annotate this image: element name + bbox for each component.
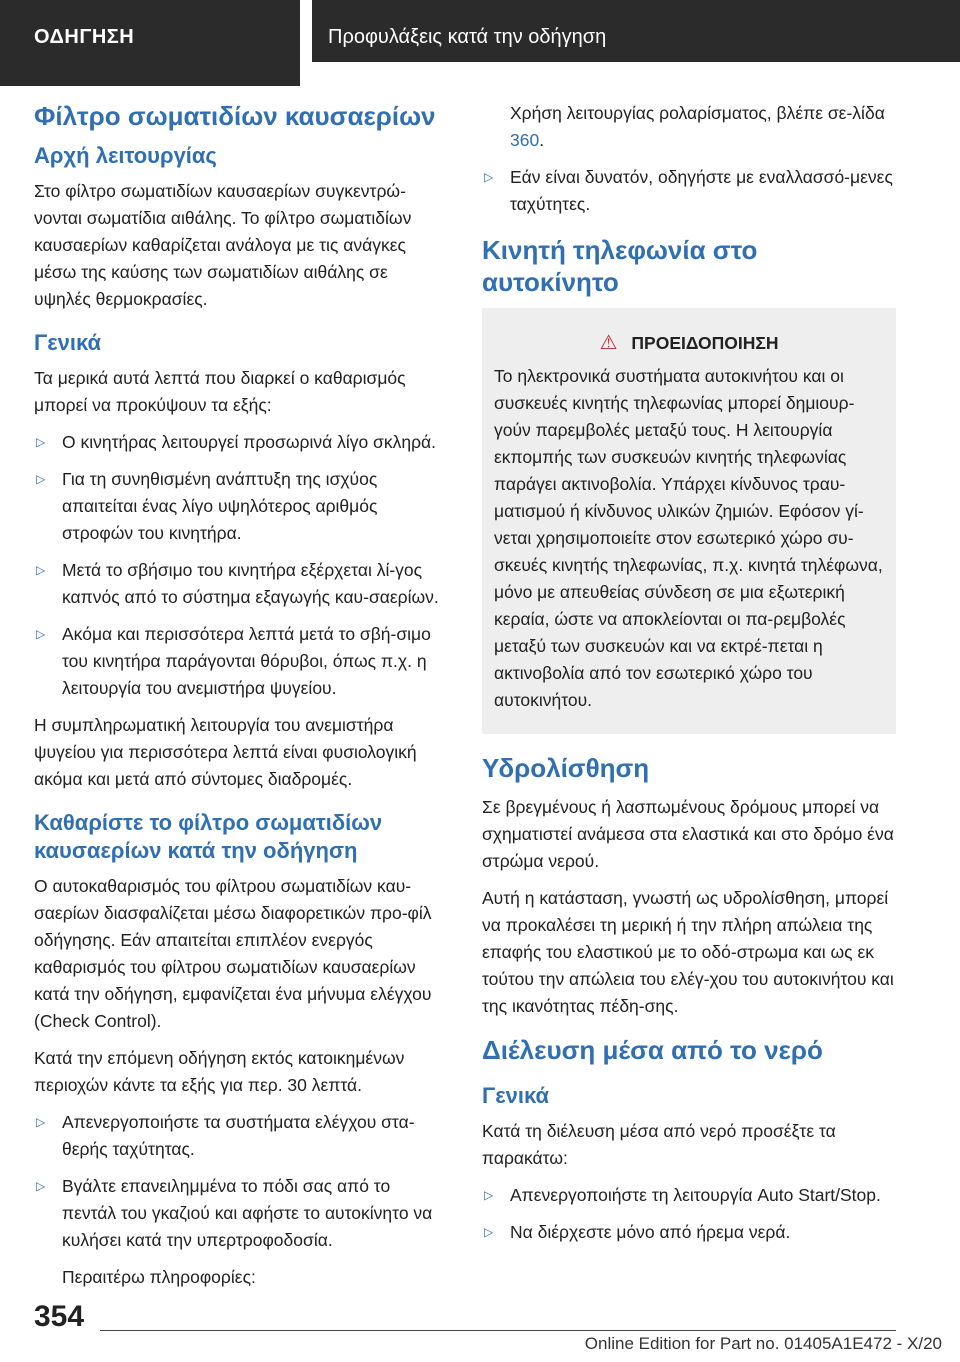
footer-divider [100, 1330, 896, 1331]
list-item: ▷ Ακόμα και περισσότερα λεπτά μετά το σβή-σιμο του κινητήρα παράγονται θόρυβοι, όπως π.χ. η λειτουργία του ανεμιστήρα ψυγείου. [34, 621, 448, 702]
chapter-tab [312, 0, 960, 62]
continuation-text: Χρήση λειτουργίας ρολαρίσματος, βλέπε σε-λίδα 360. [510, 103, 885, 150]
fan-text: Η συμπληρωματική λειτουργία του ανεμιστήρα ψυγείου για περισσότερα λεπτά είναι φυσιολογική ακόμα και μετά από σύντομες διαδρομές. [34, 715, 417, 789]
edition-text: Online Edition for Part no. 01405A1E472 - X/20 [584, 1334, 942, 1353]
effects-list [34, 429, 448, 702]
warning-triangle-icon: ⚠ [599, 332, 618, 354]
list-item: ▷ Απενεργοποιήστε τα συστήματα ελέγχου στα-θερής ταχύτητας. [34, 1109, 448, 1163]
warning-box [482, 308, 896, 734]
principle-text: Στο φίλτρο σωματιδίων καυσαερίων συγκεντρώ-νονται σωματίδια αιθάλης. Το φίλτρο σωματιδίων καυσαερίων καθαρίζεται ανάλογα με τις ανάγκες μέσω της καύσης των σωματιδίων αιθάλης σε υψηλές θερμοκρασίες. [34, 181, 412, 309]
phone-title: Κινητή τηλεφωνία στο αυτοκίνητο [482, 235, 758, 297]
more-info-text: Περαιτέρω πληροφορίες: [62, 1267, 256, 1287]
triangle-right-icon: ▷ [36, 435, 46, 449]
clean-steps-list [34, 1109, 448, 1254]
clean-text: Ο αυτοκαθαρισμός του φίλτρου σωματιδίων καυ-σαερίων διασφαλίζεται μέσω διαφορετικών προ-φίλ οδήγησης. Εάν απαιτείται επιπλέον ενεργός καθαρισμός του φίλτρου σωματιδίων καυσαερίων κατά την οδήγηση, εμφανίζεται ένα μήνυμα ελέγχου (Check Control). [34, 876, 432, 1031]
speed-list [482, 164, 896, 218]
triangle-right-icon: ▷ [36, 472, 46, 486]
chapter-tab-label: Προφυλάξεις κατά την οδήγηση [328, 26, 607, 48]
list-item: ▷ Μετά το σβήσιμο του κινητήρα εξέρχεται λί-γος καπνός από το σύστημα εξαγωγής καυ-σαερίων. [34, 557, 448, 611]
aquaplaning-text-2: Αυτή η κατάσταση, γνωστή ως υδρολίσθηση, μπορεί να προκαλέσει τη μερική ή την πλήρη απώλεια της επαφής του ελαστικού με το οδό-στρωμα και ως εκ τούτου την απώλεια του ελέγ-χου του αυτοκινήτου και της ικανότητας πέδη-σης. [482, 888, 894, 1016]
list-item: ▷ Να διέρχεστε μόνο από ήρεμα νερά. [482, 1219, 896, 1246]
principle-heading: Αρχή λειτουργίας [34, 143, 217, 168]
clean-heading: Καθαρίστε το φίλτρο σωματιδίων καυσαερίων κατά την οδήγηση [34, 810, 383, 863]
right-column [482, 100, 896, 1256]
water-list [482, 1182, 896, 1246]
next-drive-text: Κατά την επόμενη οδήγηση εκτός κατοικημένων περιοχών κάντε τα εξής για περ. 30 λεπτά. [34, 1048, 405, 1095]
triangle-right-icon: ▷ [36, 1179, 46, 1193]
warning-header: ⚠ ΠΡΟΕΙΔΟΠΟΙΗΣΗ [599, 332, 779, 354]
list-item: ▷ Βγάλτε επανειλημμένα το πόδι σας από το πεντάλ του γκαζιού και αφήστε το αυτοκίνητο να κυλήσει κατά την υπερτροφοδοσία. [34, 1173, 448, 1254]
aquaplaning-text-1: Σε βρεγμένους ή λασπωμένους δρόμους μπορεί να σχηματιστεί ανάμεσα στα ελαστικά και στο δρόμο ένα στρώμα νερού. [482, 797, 894, 871]
list-item: ▷ Απενεργοποιήστε τη λειτουργία Auto Start/Stop. [482, 1182, 896, 1209]
general-heading: Γενικά [34, 330, 102, 355]
list-item: ▷ Εάν είναι δυνατόν, οδηγήστε με εναλλασσό-μενες ταχύτητες. [482, 164, 896, 218]
section-tab [0, 0, 300, 86]
triangle-right-icon: ▷ [36, 627, 46, 641]
warning-text: Το ηλεκτρονικά συστήματα αυτοκινήτου και οι συσκευές κινητής τηλεφωνίας μπορεί δημιουρ-γούν παρεμβολές μεταξύ τους. Η λειτουργία εκπομπής των συσκευών κινητής τηλεφωνίας παράγει ακτινοβολία. Υπάρχει κίνδυνος τραυ-ματισμού ή κίνδυνος υλικών ζημιών. Εφόσον γί-νεται χρησιμοποιείτε στον εσωτερικό χώρο συ-σκευές κινητής τηλεφωνίας, π.χ. κινητά τηλέφωνα, μόνο με απευθείας σύνδεση σε μια εξωτερική κεραία, ώστε να αποκλείονται οι πα-ρεμβολές μεταξύ των συσκευών και να εκτρέ-πεται η ακτινοβολία από τον εσωτερικό χώρο του αυτοκινήτου. [494, 366, 883, 710]
triangle-right-icon: ▷ [484, 1188, 494, 1202]
triangle-right-icon: ▷ [484, 170, 494, 184]
general-text: Τα μερικά αυτά λεπτά που διαρκεί ο καθαρισμός μπορεί να προκύψουν τα εξής: [34, 368, 406, 415]
triangle-right-icon: ▷ [36, 563, 46, 577]
aquaplaning-title: Υδρολίσθηση [482, 753, 650, 783]
section-tab-label: ΟΔΗΓΗΣΗ [34, 26, 135, 48]
list-item: ▷ Για τη συνηθισμένη ανάπτυξη της ισχύος απαιτείται ένας λίγο υψηλότερος αριθμός στροφών του κινητήρα. [34, 466, 448, 547]
water-general-heading: Γενικά [482, 1083, 550, 1108]
page-header [0, 0, 960, 86]
page-link[interactable]: 360 [510, 130, 540, 150]
dpf-title: Φίλτρο σωματιδίων καυσαερίων [34, 101, 436, 131]
page-number: 354 [34, 1300, 85, 1333]
left-column [34, 100, 448, 1301]
list-item: ▷ Ο κινητήρας λειτουργεί προσωρινά λίγο σκληρά. [34, 429, 448, 456]
water-text: Κατά τη διέλευση μέσα από νερό προσέξτε τα παρακάτω: [482, 1121, 836, 1168]
triangle-right-icon: ▷ [36, 1115, 46, 1129]
triangle-right-icon: ▷ [484, 1225, 494, 1239]
water-title: Διέλευση μέσα από το νερό [482, 1035, 823, 1065]
